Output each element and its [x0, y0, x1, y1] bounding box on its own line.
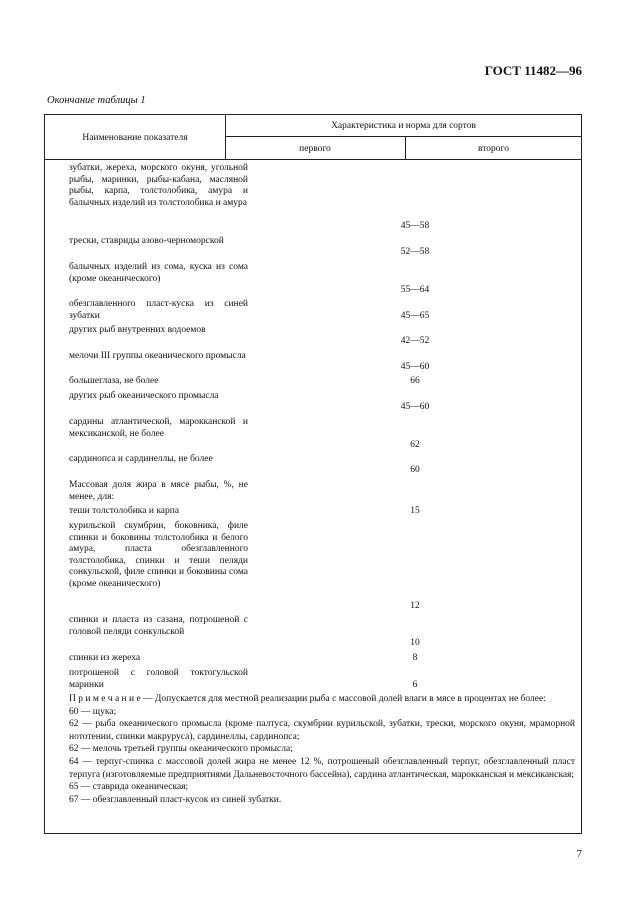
note-item: 62 — рыба океанического промысла (кроме палтуса, скумбрии курильской, зубатки, трески, морского окуня, мраморной нототении, спинки макруруса), сардинеллы, сардинопса; [69, 719, 575, 742]
table-row-label: обезглавленного пласт-куска из синей зубатки [69, 299, 248, 321]
note-intro: П р и м е ч а н и е — Допускается для местной реализации рыба с массовой долей влаги в мясе в процентах не более: [69, 694, 546, 704]
table-row-label: спинки из жереха [69, 653, 141, 663]
table-note [51, 693, 575, 806]
note-item: 67 — обезглавленный пласт-кусок из синей зубатки. [69, 794, 282, 805]
table-row-label: других рыб внутренних водоемов [69, 325, 206, 335]
subheader-second: второго [478, 144, 509, 154]
table-row-value: 45—60 [400, 362, 430, 372]
table-row-value: 60 [410, 465, 420, 475]
table-row-label: курильской скумбрии, боковника, филе спинки и боковины толстолобика и белого амура, пласта обезглавленного толстолобика, спинки и теши пеляди сонкульской, филе спинки и боковины сома (кроме океанического) [69, 521, 248, 589]
note-item: 62 — мелочь третьей группы океанического промысла; [69, 744, 293, 755]
table-row-value: 55—64 [400, 285, 430, 295]
table-row-value: 52—58 [400, 247, 430, 257]
note-item: 64 — терпуг-спинка с массовой долей жира не менее 12 %, потрошеный обезглавленный терпуг, обезглавленный пласт терпуга (изготовляемые предприятиями Дальневосточного бассейна), сардина атлантическая, марокканская и мексиканская; [69, 756, 575, 780]
table-row-value: 8 [412, 653, 418, 663]
page-number: 7 [576, 848, 582, 860]
table-row-label: сардинопса и сардинеллы, не более [69, 454, 213, 464]
table-row-value: 12 [410, 601, 420, 611]
table-row-label: трески, ставриды азово-черноморской [69, 236, 224, 246]
table-row-label: других рыб океанического промысла [69, 391, 219, 401]
table-row-value: 62 [410, 440, 420, 450]
table-row-value: 45—60 [400, 402, 430, 412]
table-row-value: 45—58 [400, 221, 430, 231]
note-item: 65 — ставрида океаническая; [69, 782, 189, 793]
group-header: Характеристика и норма для сортов [331, 121, 476, 131]
standard-number: ГОСТ 11482—96 [484, 63, 582, 78]
table-caption: Окончание таблицы 1 [47, 95, 146, 106]
header-bottom-line [45, 159, 582, 160]
table-row-label: потрошеной с головой токтогульской маринки [69, 668, 248, 690]
table-row-label: большеглаза, не более [69, 376, 159, 386]
table-row-label: спинки и пласта из сазана, потрошеной с головой пеляди сонкульской [69, 615, 248, 637]
table-row-value: 66 [410, 376, 420, 386]
col-name-header: Наименование показателя [82, 133, 188, 143]
table-row-label: сардины атлантической, марокканской и мексиканской, не более [69, 417, 248, 439]
table-row-value: 42—52 [400, 336, 430, 346]
note-item: 60 — щука; [69, 706, 117, 717]
table-row-label: теши толстолобика и карпа [69, 506, 180, 516]
header-subdivider [225, 136, 582, 137]
table-row-label: балычных изделий из сома, куска из сома (кроме океанического) [69, 262, 248, 284]
table-row-label: мелочи III группы океанического промысла [69, 351, 246, 361]
table-row-value: 45—65 [400, 311, 430, 321]
table-row-value: 6 [412, 680, 418, 690]
table-row-value: 15 [410, 506, 420, 516]
subheader-first: первого [299, 144, 331, 154]
table-row-label: зубатки, жереха, морского окуня, угольной рыбы, маринки, рыбы-кабана, масляной рыбы, карпа, толстолобика, амура и балычных изделий из толстолобика и амура [69, 163, 248, 208]
table-row-label: Массовая доля жира в мясе рыбы, %, не менее, для: [69, 480, 248, 502]
table-row-value: 10 [410, 638, 420, 648]
data-table [44, 114, 582, 834]
